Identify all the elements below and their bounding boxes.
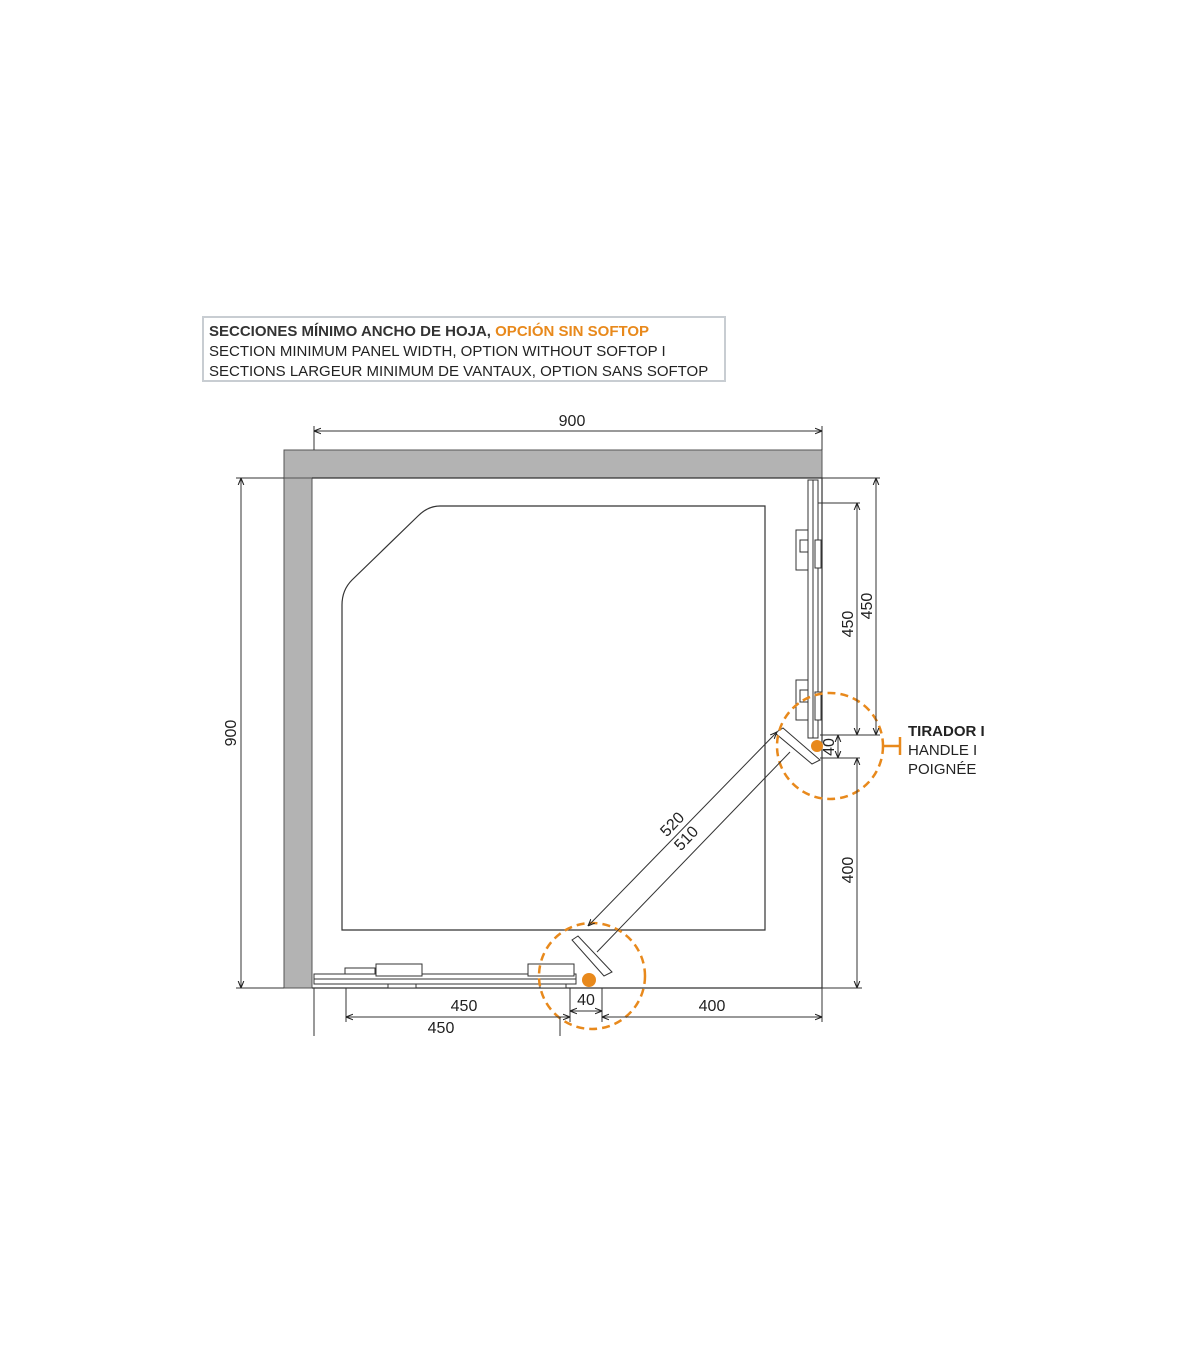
- dim-bottom-panel-outer: 450: [427, 1020, 455, 1037]
- right-door-track: [796, 480, 821, 738]
- dim-bottom-right: 400: [698, 998, 726, 1015]
- dim-diagonal-inner: 510: [671, 823, 703, 855]
- wall-left: [284, 478, 312, 988]
- handle-label-es: TIRADOR I: [908, 723, 985, 740]
- dim-right-lower: 400: [840, 856, 857, 884]
- dim-bottom-handle-gap: 40: [577, 992, 595, 1009]
- dim-right-upper-outer: 450: [859, 592, 876, 620]
- dim-bottom-panel: 450: [450, 998, 478, 1015]
- enclosure-outline: [312, 478, 822, 988]
- dim-right-upper-inner: 450: [840, 610, 857, 638]
- dim-diagonal-outer: 520: [657, 809, 689, 841]
- dim-right-handle-gap: 40: [821, 738, 838, 756]
- handle-label-fr: POIGNÉE: [908, 761, 977, 778]
- wall-top: [284, 450, 822, 478]
- title-line-fr: SECTIONS LARGEUR MINIMUM DE VANTAUX, OPTION SANS SOFTOP: [209, 363, 709, 380]
- dim-left-height: 900: [223, 719, 240, 747]
- title-line-en: SECTION MINIMUM PANEL WIDTH, OPTION WITHOUT SOFTOP I: [209, 343, 666, 360]
- dim-top-width: 900: [558, 413, 586, 430]
- title-es-bold: SECCIONES MÍNIMO ANCHO DE HOJA,: [209, 323, 491, 340]
- title-es-accent: OPCIÓN SIN SOFTOP: [495, 323, 650, 340]
- bottom-door-track: [314, 964, 576, 988]
- shower-tray: [342, 506, 765, 930]
- handle-label-en: HANDLE I: [908, 742, 978, 759]
- bottom-handle-knob: [582, 973, 596, 987]
- handle-label: [908, 722, 985, 779]
